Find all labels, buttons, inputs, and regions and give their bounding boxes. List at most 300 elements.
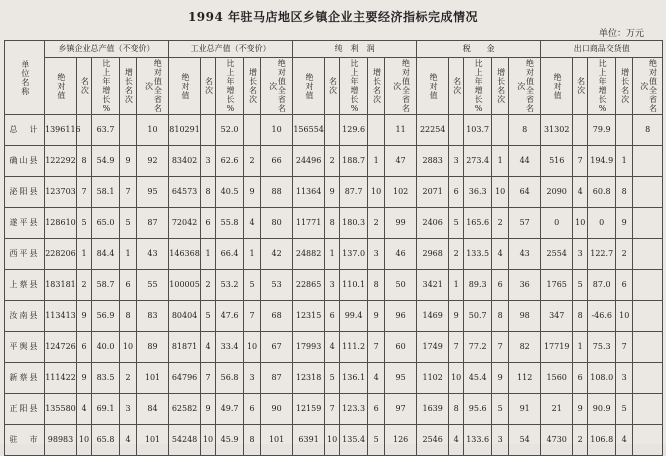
- table-cell: 62.6: [216, 146, 244, 177]
- table-cell: 2: [120, 363, 137, 394]
- table-cell: 165.6: [464, 208, 492, 239]
- table-cell: 1639: [417, 394, 449, 425]
- table-row: [5, 394, 663, 425]
- table-cell: 21: [541, 394, 573, 425]
- group-header: 工业总产值（不变价）: [169, 41, 293, 58]
- table-row: [5, 146, 663, 177]
- table-row: [5, 177, 663, 208]
- table-cell: 2090: [541, 177, 573, 208]
- table-cell: 123.3: [340, 394, 368, 425]
- unit-name-header: 单位名称: [5, 41, 45, 115]
- table-row: [5, 115, 663, 146]
- table-cell: [633, 208, 663, 239]
- table-cell: 8: [449, 394, 464, 425]
- table-cell: 87.7: [340, 177, 368, 208]
- table-cell: 156554: [293, 115, 325, 146]
- table-cell: 7: [616, 332, 633, 363]
- table-cell: 8: [492, 301, 509, 332]
- table-cell: 4: [77, 394, 92, 425]
- table-cell: 8: [325, 208, 340, 239]
- table-cell: 69.1: [92, 394, 120, 425]
- table-cell: 101: [261, 425, 293, 456]
- row-unit-name: 正阳县: [5, 394, 45, 425]
- table-row: [5, 239, 663, 270]
- table-cell: 43: [509, 239, 541, 270]
- sub-header-row: [5, 58, 663, 115]
- table-cell: 2: [77, 270, 92, 301]
- table-cell: 2: [201, 270, 216, 301]
- table-cell: 6391: [293, 425, 325, 456]
- table-cell: 98: [509, 301, 541, 332]
- table-cell: 102: [385, 177, 417, 208]
- table-cell: 36: [509, 270, 541, 301]
- table-cell: 5: [616, 394, 633, 425]
- row-unit-name: 西平县: [5, 239, 45, 270]
- table-cell: 4: [120, 425, 137, 456]
- table-cell: 6: [201, 208, 216, 239]
- table-cell: 7: [77, 177, 92, 208]
- table-cell: 1: [77, 239, 92, 270]
- table-cell: 17993: [293, 332, 325, 363]
- table-cell: 64796: [169, 363, 201, 394]
- table-cell: 9: [492, 363, 509, 394]
- table-cell: 6: [492, 270, 509, 301]
- table-cell: 5: [573, 270, 588, 301]
- table-cell: 136.1: [340, 363, 368, 394]
- table-cell: 89.3: [464, 270, 492, 301]
- table-cell: 54: [509, 425, 541, 456]
- table-title: 1994 年驻马店地区乡镇企业主要经济指标完成情况: [187, 10, 479, 24]
- table-cell: 99: [385, 208, 417, 239]
- table-cell: 6: [449, 177, 464, 208]
- table-cell: 10: [492, 177, 509, 208]
- table-cell: 4: [616, 425, 633, 456]
- table-cell: 60.8: [588, 177, 616, 208]
- table-cell: 65.0: [92, 208, 120, 239]
- table-cell: 3: [573, 239, 588, 270]
- table-cell: 6: [616, 270, 633, 301]
- table-cell: 77.2: [464, 332, 492, 363]
- table-cell: 6: [573, 363, 588, 394]
- table-cell: 123703: [45, 177, 77, 208]
- table-cell: 4: [368, 363, 385, 394]
- table-cell: 58.7: [92, 270, 120, 301]
- table-cell: 58.1: [92, 177, 120, 208]
- table-cell: 106.8: [588, 425, 616, 456]
- table-cell: 45.4: [464, 363, 492, 394]
- table-cell: 10: [449, 363, 464, 394]
- table-cell: [633, 177, 663, 208]
- table-cell: 54.9: [92, 146, 120, 177]
- table-cell: 133.5: [464, 239, 492, 270]
- table-cell: 84: [137, 394, 169, 425]
- table-cell: 22254: [417, 115, 449, 146]
- sub-header: 绝对值: [541, 58, 573, 115]
- table-cell: 9: [77, 301, 92, 332]
- table-row: [5, 332, 663, 363]
- table-row: [5, 270, 663, 301]
- table-cell: 17719: [541, 332, 573, 363]
- table-cell: 40.0: [92, 332, 120, 363]
- table-cell: 33.4: [216, 332, 244, 363]
- table-cell: 24882: [293, 239, 325, 270]
- table-cell: 1: [244, 239, 261, 270]
- sub-header: 绝对值: [45, 58, 77, 115]
- table-cell: 1: [573, 332, 588, 363]
- table-cell: 92: [137, 146, 169, 177]
- table-cell: 50: [385, 270, 417, 301]
- table-cell: 12159: [293, 394, 325, 425]
- table-cell: 3: [244, 363, 261, 394]
- table-cell: 8: [201, 177, 216, 208]
- sub-header: 绝对值全省名次: [137, 58, 169, 115]
- sub-header: 名次: [573, 58, 588, 115]
- row-unit-name: 泌阳县: [5, 177, 45, 208]
- table-cell: 7: [244, 301, 261, 332]
- table-cell: 128610: [45, 208, 77, 239]
- sub-header: 绝对值: [169, 58, 201, 115]
- table-cell: 87: [137, 208, 169, 239]
- table-cell: 6: [77, 332, 92, 363]
- table-cell: 95: [137, 177, 169, 208]
- table-cell: 2554: [541, 239, 573, 270]
- table-cell: 50.7: [464, 301, 492, 332]
- sub-header: 名次: [449, 58, 464, 115]
- table-cell: 3421: [417, 270, 449, 301]
- table-cell: 5: [449, 208, 464, 239]
- table-cell: 36.3: [464, 177, 492, 208]
- table-cell: 64: [509, 177, 541, 208]
- sub-header: 比上年增长%: [464, 58, 492, 115]
- table-cell: [616, 115, 633, 146]
- table-cell: 5: [244, 270, 261, 301]
- table-cell: 135580: [45, 394, 77, 425]
- group-header: 乡镇企业总产值（不变价）: [45, 41, 169, 58]
- table-cell: 80: [261, 208, 293, 239]
- table-cell: 3: [449, 146, 464, 177]
- table-cell: 2: [449, 239, 464, 270]
- table-cell: [633, 363, 663, 394]
- table-cell: 90: [261, 394, 293, 425]
- table-cell: 60: [385, 332, 417, 363]
- table-cell: 6: [368, 394, 385, 425]
- row-unit-name: 确山县: [5, 146, 45, 177]
- table-cell: 516: [541, 146, 573, 177]
- table-cell: 12315: [293, 301, 325, 332]
- table-cell: 4: [449, 425, 464, 456]
- table-cell: 10: [261, 115, 293, 146]
- table-cell: 9: [120, 146, 137, 177]
- table-row: [5, 208, 663, 239]
- table-cell: 2071: [417, 177, 449, 208]
- table-cell: 91: [509, 394, 541, 425]
- table-cell: 10: [325, 425, 340, 456]
- table-cell: 10: [201, 425, 216, 456]
- table-cell: 4: [201, 332, 216, 363]
- table-cell: 111422: [45, 363, 77, 394]
- table-cell: 6: [120, 270, 137, 301]
- group-header: 税 金: [417, 41, 541, 58]
- table-cell: [633, 332, 663, 363]
- table-cell: 5: [492, 394, 509, 425]
- table-cell: 3: [201, 146, 216, 177]
- table-cell: 194.9: [588, 146, 616, 177]
- table-cell: 75.3: [588, 332, 616, 363]
- table-cell: 1: [449, 270, 464, 301]
- table-cell: [449, 115, 464, 146]
- table-cell: 52.0: [216, 115, 244, 146]
- table-cell: 80404: [169, 301, 201, 332]
- table-cell: 65.8: [92, 425, 120, 456]
- table-cell: 9: [325, 177, 340, 208]
- table-cell: [633, 146, 663, 177]
- table-cell: [325, 115, 340, 146]
- table-cell: 10: [77, 425, 92, 456]
- table-cell: 2: [325, 146, 340, 177]
- table-cell: 133.6: [464, 425, 492, 456]
- table-cell: 3: [325, 270, 340, 301]
- table-cell: 11364: [293, 177, 325, 208]
- table-cell: 2883: [417, 146, 449, 177]
- table-cell: 1396116: [45, 115, 77, 146]
- table-cell: 88: [261, 177, 293, 208]
- table-cell: [573, 115, 588, 146]
- table-cell: 7: [573, 146, 588, 177]
- row-unit-name: 平舆县: [5, 332, 45, 363]
- table-cell: 81871: [169, 332, 201, 363]
- table-cell: 82: [509, 332, 541, 363]
- sub-header: 名次: [325, 58, 340, 115]
- table-cell: 95: [385, 363, 417, 394]
- table-cell: 54248: [169, 425, 201, 456]
- table-cell: 113413: [45, 301, 77, 332]
- row-unit-name: 驻 市: [5, 425, 45, 456]
- table-cell: 9: [616, 208, 633, 239]
- table-cell: 46: [385, 239, 417, 270]
- sub-header: 绝对值: [417, 58, 449, 115]
- table-cell: [492, 115, 509, 146]
- table-cell: 63.7: [92, 115, 120, 146]
- sub-header: 绝对值全省名次: [385, 58, 417, 115]
- table-cell: 2406: [417, 208, 449, 239]
- table-cell: [633, 425, 663, 456]
- table-cell: 83: [137, 301, 169, 332]
- table-cell: 68: [261, 301, 293, 332]
- table-cell: 4: [492, 239, 509, 270]
- table-cell: 44: [509, 146, 541, 177]
- table-cell: 4: [325, 332, 340, 363]
- indicator-table: [4, 40, 663, 456]
- table-cell: 11: [385, 115, 417, 146]
- table-cell: 8: [509, 115, 541, 146]
- table-cell: 47: [385, 146, 417, 177]
- table-cell: 87.0: [588, 270, 616, 301]
- table-cell: 7: [368, 332, 385, 363]
- table-cell: 87: [261, 363, 293, 394]
- table-row: [5, 301, 663, 332]
- table-cell: 3: [492, 425, 509, 456]
- table-cell: 7: [201, 363, 216, 394]
- table-cell: 42: [261, 239, 293, 270]
- table-cell: 24496: [293, 146, 325, 177]
- table-cell: 101: [137, 363, 169, 394]
- table-cell: 112: [509, 363, 541, 394]
- table-cell: 95.6: [464, 394, 492, 425]
- table-body: [5, 115, 663, 456]
- sub-header: 增长名次: [616, 58, 633, 115]
- table-cell: [633, 239, 663, 270]
- sub-header: 增长名次: [368, 58, 385, 115]
- table-cell: 122292: [45, 146, 77, 177]
- table-cell: 99.4: [340, 301, 368, 332]
- table-cell: 49.7: [216, 394, 244, 425]
- table-cell: 101: [137, 425, 169, 456]
- table-cell: 347: [541, 301, 573, 332]
- sub-header: 绝对值全省名次: [261, 58, 293, 115]
- table-cell: 1765: [541, 270, 573, 301]
- table-cell: 0: [541, 208, 573, 239]
- table-cell: 5: [77, 208, 92, 239]
- table-cell: 53: [261, 270, 293, 301]
- table-cell: 84.4: [92, 239, 120, 270]
- table-cell: 83402: [169, 146, 201, 177]
- table-cell: 2968: [417, 239, 449, 270]
- unit-note: 单位：万元: [598, 29, 644, 39]
- group-header: 出口商品交货值: [541, 41, 663, 58]
- table-cell: [201, 115, 216, 146]
- table-cell: [368, 115, 385, 146]
- table-cell: 96: [385, 301, 417, 332]
- table-cell: 9: [77, 363, 92, 394]
- table-cell: 8: [244, 425, 261, 456]
- table-cell: 7: [492, 332, 509, 363]
- table-cell: 126: [385, 425, 417, 456]
- table-cell: 55: [137, 270, 169, 301]
- table-cell: 1: [368, 146, 385, 177]
- table-cell: 8: [616, 177, 633, 208]
- table-cell: 9: [573, 394, 588, 425]
- table-cell: 2: [616, 239, 633, 270]
- table-cell: 108.0: [588, 363, 616, 394]
- table-cell: 10: [616, 301, 633, 332]
- table-cell: 10: [573, 208, 588, 239]
- table-cell: 9: [201, 394, 216, 425]
- table-cell: 1560: [541, 363, 573, 394]
- table-cell: 5: [325, 363, 340, 394]
- table-cell: 1: [616, 146, 633, 177]
- table-cell: 3: [616, 363, 633, 394]
- table-cell: 66: [261, 146, 293, 177]
- table-cell: 8: [573, 301, 588, 332]
- sub-header: 比上年增长%: [216, 58, 244, 115]
- table-cell: 9: [244, 177, 261, 208]
- sub-header: 绝对值全省名次: [509, 58, 541, 115]
- table-cell: 40.5: [216, 177, 244, 208]
- table-cell: 12318: [293, 363, 325, 394]
- table-cell: 228206: [45, 239, 77, 270]
- table-cell: 1: [325, 239, 340, 270]
- table-cell: 89: [137, 332, 169, 363]
- sub-header: 比上年增长%: [340, 58, 368, 115]
- table-cell: 100005: [169, 270, 201, 301]
- table-cell: 4: [244, 208, 261, 239]
- table-cell: 1469: [417, 301, 449, 332]
- table-cell: 2: [573, 425, 588, 456]
- table-cell: 2: [244, 146, 261, 177]
- table-cell: 273.4: [464, 146, 492, 177]
- table-cell: 31302: [541, 115, 573, 146]
- group-header: 纯 利 润: [293, 41, 417, 58]
- table-cell: 183181: [45, 270, 77, 301]
- table-cell: 122.7: [588, 239, 616, 270]
- table-cell: 111.2: [340, 332, 368, 363]
- row-unit-name: 遂平县: [5, 208, 45, 239]
- sub-header: 增长名次: [244, 58, 261, 115]
- table-cell: 8: [77, 146, 92, 177]
- table-cell: 2: [492, 208, 509, 239]
- table-row: [5, 425, 663, 456]
- table-cell: 1749: [417, 332, 449, 363]
- row-unit-name: 汝南县: [5, 301, 45, 332]
- row-unit-name: 上蔡县: [5, 270, 45, 301]
- table-cell: -46.6: [588, 301, 616, 332]
- table-cell: 5: [120, 208, 137, 239]
- table-cell: 103.7: [464, 115, 492, 146]
- table-cell: 47.6: [216, 301, 244, 332]
- table-cell: 2: [368, 208, 385, 239]
- table-cell: 146368: [169, 239, 201, 270]
- table-cell: 2546: [417, 425, 449, 456]
- table-cell: 66.4: [216, 239, 244, 270]
- sub-header: 绝对值全省名次: [633, 58, 663, 115]
- table-cell: 45.9: [216, 425, 244, 456]
- table-cell: 6: [244, 394, 261, 425]
- table-cell: 1: [492, 146, 509, 177]
- table-cell: 129.6: [340, 115, 368, 146]
- row-unit-name: 总 计: [5, 115, 45, 146]
- table-cell: 1: [120, 239, 137, 270]
- group-header-row: [5, 41, 663, 58]
- table-cell: 9: [449, 301, 464, 332]
- table-row: [5, 363, 663, 394]
- table-cell: 4: [573, 177, 588, 208]
- table-cell: 180.3: [340, 208, 368, 239]
- table-cell: 9: [368, 301, 385, 332]
- table-cell: 56.9: [92, 301, 120, 332]
- table-cell: 3: [368, 239, 385, 270]
- table-cell: 11771: [293, 208, 325, 239]
- table-cell: 55.8: [216, 208, 244, 239]
- table-cell: 98983: [45, 425, 77, 456]
- table-cell: 10: [120, 332, 137, 363]
- table-cell: 1: [201, 239, 216, 270]
- table-cell: 8: [368, 270, 385, 301]
- row-unit-name: 新蔡县: [5, 363, 45, 394]
- table-cell: 7: [325, 394, 340, 425]
- sub-header: 增长名次: [120, 58, 137, 115]
- table-cell: [633, 301, 663, 332]
- table-cell: 10: [244, 332, 261, 363]
- table-cell: 135.4: [340, 425, 368, 456]
- table-cell: 72042: [169, 208, 201, 239]
- table-cell: 10: [137, 115, 169, 146]
- table-cell: 62582: [169, 394, 201, 425]
- sub-header: 名次: [201, 58, 216, 115]
- table-cell: 53.2: [216, 270, 244, 301]
- table-cell: 67: [261, 332, 293, 363]
- table-cell: 83.5: [92, 363, 120, 394]
- table-cell: 6: [325, 301, 340, 332]
